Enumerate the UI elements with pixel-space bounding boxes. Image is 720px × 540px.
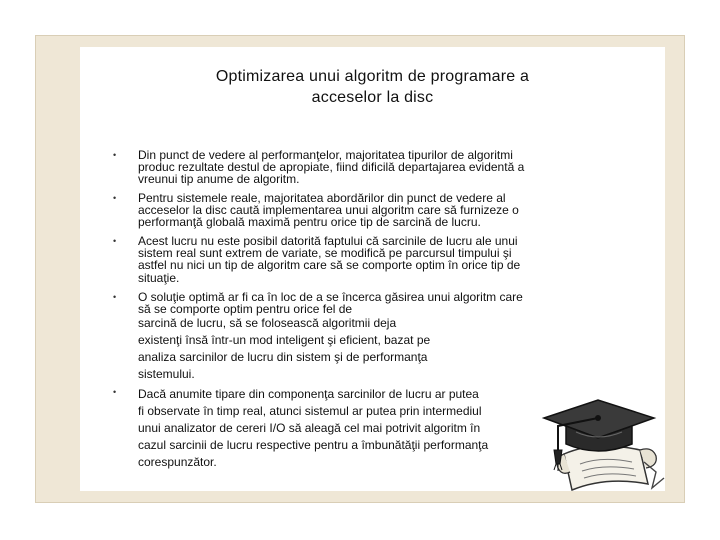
bullet-item-4 bbox=[80, 291, 588, 383]
diploma-icon bbox=[557, 446, 664, 490]
bullet-marker: • bbox=[113, 292, 117, 302]
bullet-2-line-1: Pentru sistemele reale, majoritatea abordărilor din punct de vedere al bbox=[138, 191, 506, 205]
bullet-2-line-2: acceselor la disc caută implementarea unui algoritm care să furnizeze o bbox=[138, 203, 519, 218]
bullet-marker: • bbox=[113, 193, 117, 203]
bullet-marker: • bbox=[113, 236, 117, 246]
bullet-3-line-2: sistem real sunt extrem de variate, se modifică pe parcursul timpului şi bbox=[138, 246, 512, 261]
bullet-4-line-1: O soluţie optimă ar fi ca în loc de a se încerca găsirea unui algoritm care bbox=[138, 290, 523, 304]
bullet-3-line-4: situaţie. bbox=[138, 270, 180, 285]
bullet-item-1 bbox=[80, 149, 588, 186]
bullet-2-line-3: performanţă globală maximă pentru orice tip de sarcină de lucru. bbox=[138, 215, 481, 230]
bullet-marker: • bbox=[113, 150, 117, 160]
bullet-item-3 bbox=[80, 235, 588, 284]
bullet-3-line-1: Acest lucru nu este posibil datorită faptului că sarcinile de lucru ale unui bbox=[138, 234, 518, 248]
bullet-4-line-5: analiza sarcinilor de lucru din sistem şi de performanţa bbox=[138, 350, 428, 365]
bullet-1-line-2: produc rezultate destul de apropiate, fiind dificilă departajarea evidentă a bbox=[138, 160, 525, 175]
bullet-4-line-2: să se comporte optim pentru orice fel de bbox=[138, 302, 353, 317]
bullet-item-5 bbox=[80, 386, 588, 471]
bullet-4-line-6: sistemului. bbox=[138, 367, 195, 382]
bullet-5-line-3: unui analizator de cereri I/O să aleagă cel mai potrivit algoritm în bbox=[138, 421, 481, 435]
slide-title-line-1: Optimizarea unui algoritm de programare a bbox=[215, 68, 530, 85]
bullet-4-line-4: existenţi însă într-un mod inteligent şi eficient, bazat pe bbox=[138, 333, 431, 348]
bullet-marker: • bbox=[113, 387, 117, 397]
slide-title-line-2: acceselor la disc bbox=[311, 89, 434, 106]
bullet-4-line-3: sarcină de lucru, să se folosească algoritmii deja bbox=[138, 316, 397, 331]
bullet-item-2 bbox=[80, 192, 588, 229]
bullet-1-line-1: Din punct de vedere al performanţelor, majoritatea tipurilor de algoritmi bbox=[138, 148, 513, 162]
bullet-5-line-1: Dacă anumite tipare din componenţa sarcinilor de lucru ar putea bbox=[138, 387, 479, 401]
bullet-1-line-3: vreunui tip anume de algoritm. bbox=[138, 172, 300, 187]
bullet-5-line-2: fi observate în timp real, atunci sistemul ar putea prin intermediul bbox=[138, 404, 482, 418]
bullet-3-line-3: astfel nu nici un tip de algoritm care să se comporte optim în orice tip de bbox=[138, 258, 521, 273]
bullet-5-line-4: cazul sarcinii de lucru respective pentru a îmbunătăţii performanţa bbox=[138, 438, 489, 452]
slide-title bbox=[80, 66, 665, 108]
bullet-5-line-5: corespunzător. bbox=[138, 455, 217, 469]
graduation-cap-diploma-icon bbox=[536, 392, 686, 502]
